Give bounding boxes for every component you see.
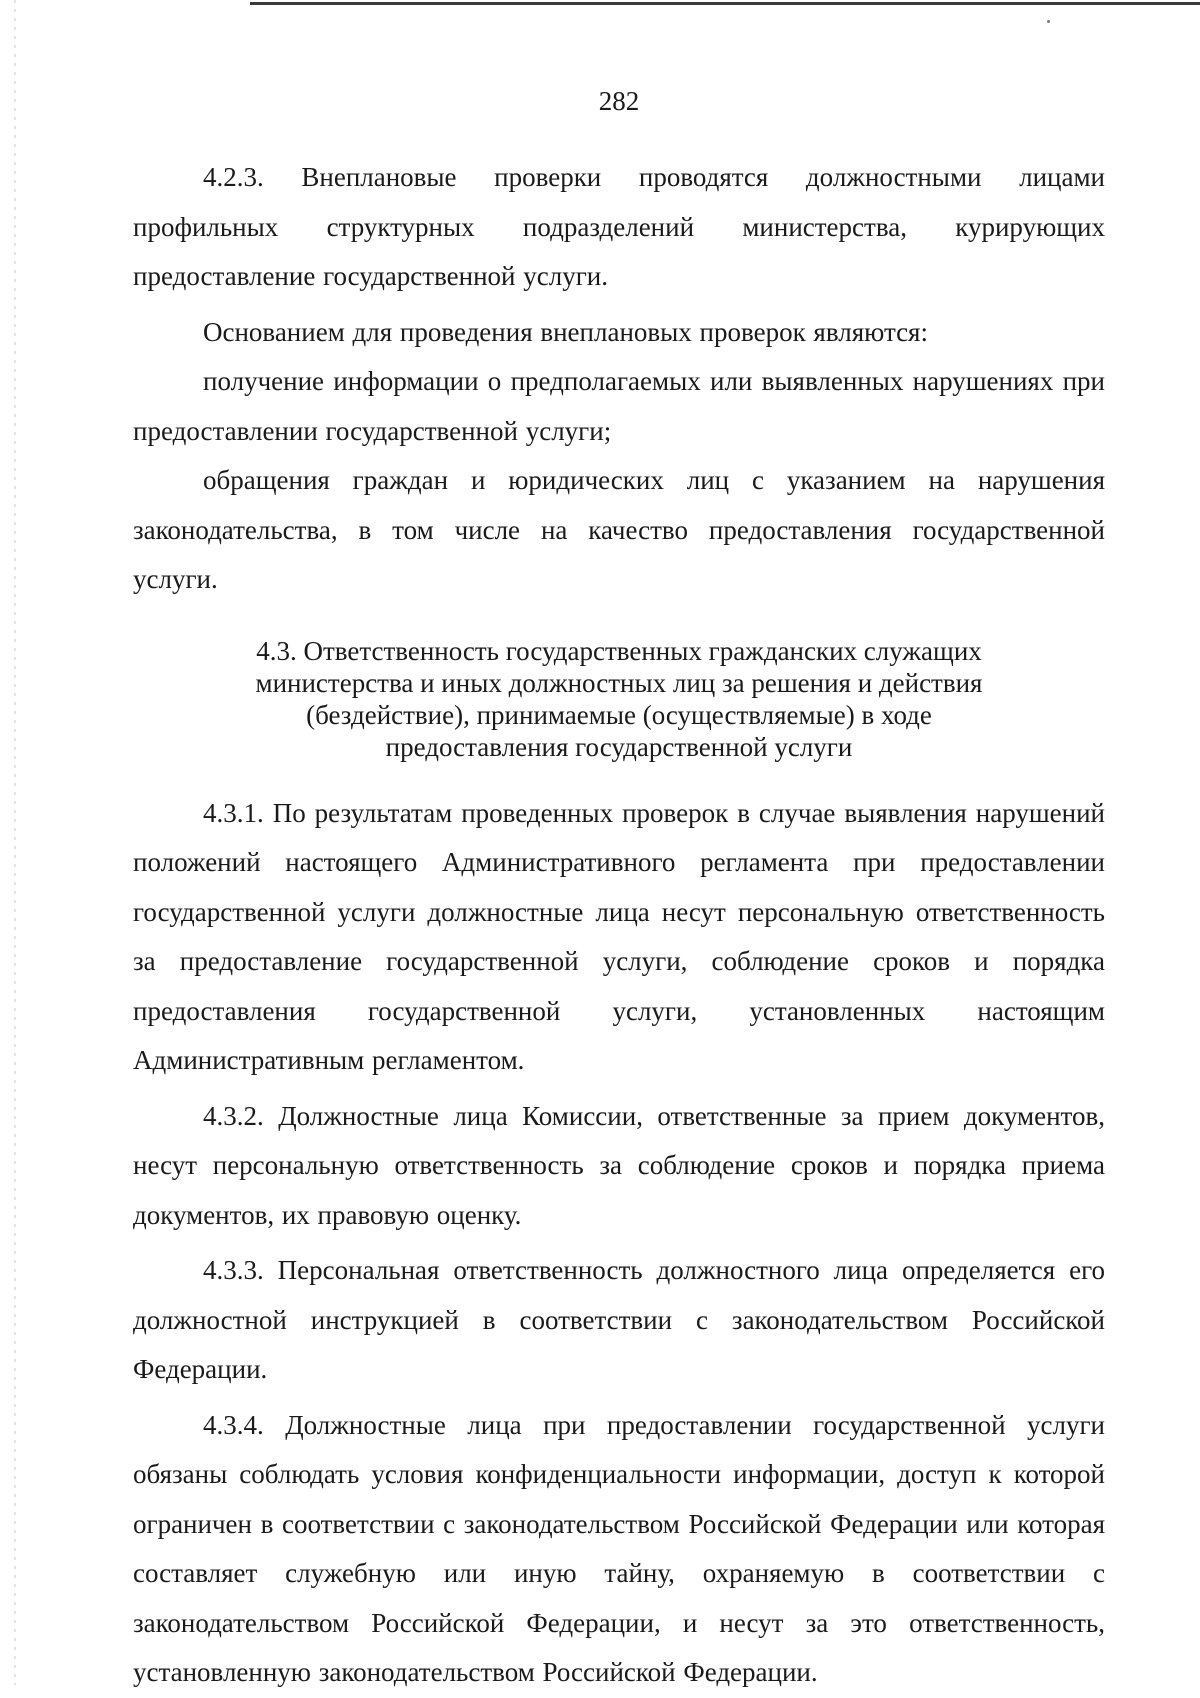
- scan-speck: [1047, 20, 1050, 23]
- paragraph-4-3-1: 4.3.1. По результатам проведенных проверок в случае выявления нарушений положений настоящего Административного регламента при предоставлении государственной услуги должностные лица несут персональную ответственность за предоставление государственной услуги, соблюдение сроков и порядка предоставления государственной услуги, установленных настоящим Административным регламентом.: [133, 797, 1105, 1075]
- scan-left-edge: [14, 0, 16, 1685]
- paragraph-4-3-4: 4.3.4. Должностные лица при предоставлении государственной услуги обязаны соблюдать условия конфиденциальности информации, доступ к которой ограничен в соответствии с законодательством Российской Федерации или которая составляет служебную или иную тайну, охраняемую в соответствии с законодательством Российской Федерации, и несут за это ответственность, установленную законодательством Российской Федерации.: [133, 1409, 1105, 1687]
- page-number: 282: [598, 86, 640, 116]
- heading-line: предоставления государственной услуги: [385, 731, 853, 762]
- paragraph-grounds-intro: Основанием для проведения внеплановых проверок являются:: [203, 316, 928, 347]
- scan-top-rule: [250, 2, 1200, 5]
- heading-line: (бездействие), принимаемые (осуществляемые) в ходе: [306, 699, 932, 730]
- paragraph-4-2-3: 4.2.3. Внеплановые проверки проводятся должностными лицами профильных структурных подразделений министерства, курирующих предоставление государственной услуги.: [133, 162, 1105, 291]
- paragraph-grounds-item-2: обращения граждан и юридических лиц с указанием на нарушения законодательства, в том числе на качество предоставления государственной услуги.: [133, 465, 1105, 594]
- document-body: [133, 153, 1105, 1698]
- paragraph-4-3-2: 4.3.2. Должностные лица Комиссии, ответственные за прием документов, несут персональную ответственность за соблюдение сроков и порядка приема документов, их правовую оценку.: [133, 1100, 1105, 1230]
- heading-line: 4.3. Ответственность государственных гражданских служащих: [256, 635, 982, 666]
- section-heading-4-3: [133, 635, 1105, 763]
- paragraph-4-3-3: 4.3.3. Персональная ответственность должностного лица определяется его должностной инструкцией в соответствии с законодательством Российской Федерации.: [133, 1255, 1105, 1384]
- heading-line: министерства и иных должностных лиц за решения и действия: [255, 667, 983, 698]
- paragraph-grounds-item-1: получение информации о предполагаемых или выявленных нарушениях при предоставлении государственной услуги;: [133, 366, 1105, 446]
